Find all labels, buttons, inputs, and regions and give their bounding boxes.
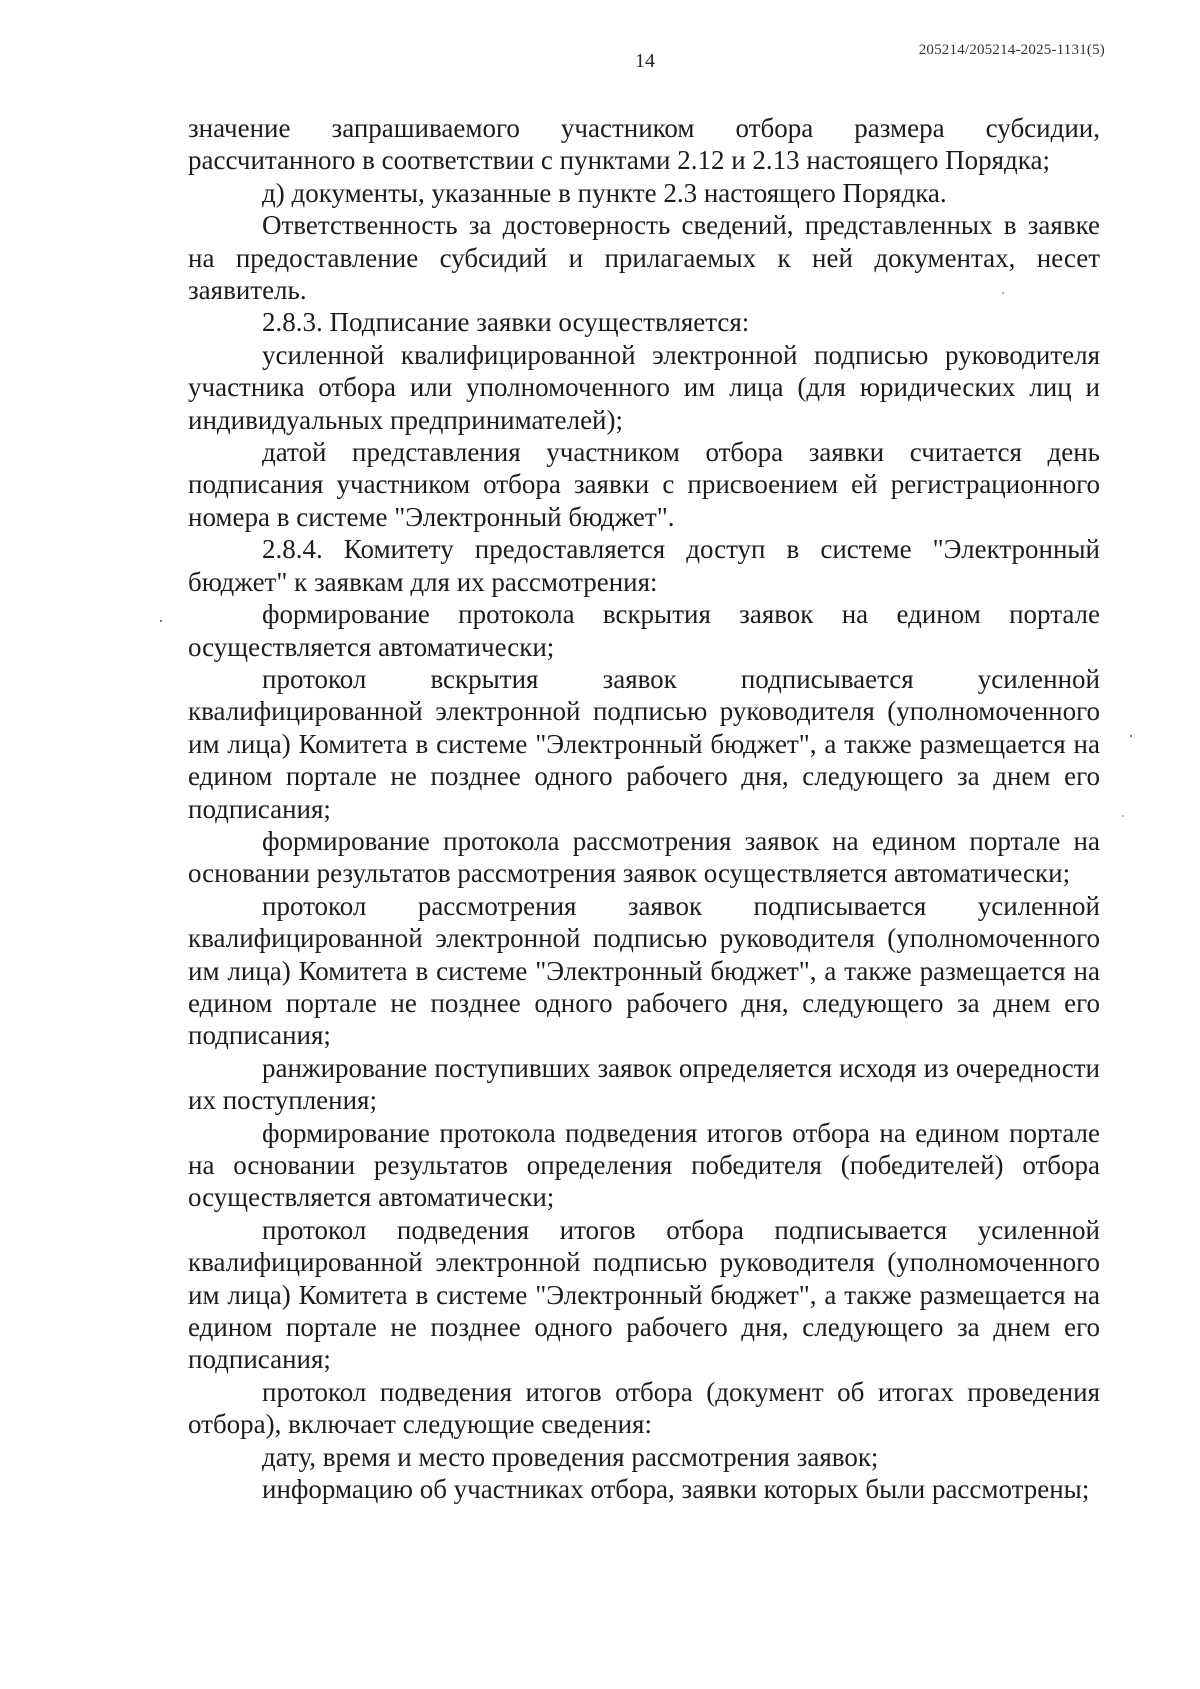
paragraph: формирование протокола подведения итогов отбора на едином портале на основании результатов определения победителя (победителей) отбора осуществляется автоматически;	[188, 1117, 1100, 1213]
paragraph: 2.8.3. Подписание заявки осуществляется:	[262, 307, 750, 338]
paragraph: дату, время и место проведения рассмотрения заявок;	[262, 1441, 879, 1472]
scan-speck	[1002, 292, 1004, 294]
paragraph: д) документы, указанные в пункте 2.3 настоящего Порядка.	[262, 177, 947, 208]
paragraph: формирование протокола рассмотрения заявок на едином портале на основании результатов рассмотрения заявок осуществляется автоматически;	[188, 825, 1100, 889]
paragraph: 2.8.4. Комитету предоставляется доступ в системе "Электронный бюджет" к заявкам для их рассмотрения:	[188, 534, 1100, 597]
paragraph: протокол вскрытия заявок подписывается усиленной квалифицированной электронной подписью руководителя (уполномоченного им лица) Комитета в системе "Электронный бюджет", а также размещается на едином портале не позднее одного рабочего дня, следующего за днем его подписания;	[188, 663, 1100, 824]
paragraph: протокол подведения итогов отбора (документ об итогах проведения отбора), включает следующие сведения:	[188, 1376, 1100, 1440]
document-id: 205214/205214-2025-1131(5)	[918, 42, 1105, 58]
scan-speck	[160, 620, 162, 622]
scan-speck	[1122, 815, 1124, 817]
page-number: 14	[635, 50, 655, 72]
paragraph: датой представления участником отбора заявки считается день подписания участником отбора заявки с присвоением ей регистрационного номера в системе "Электронный бюджет".	[188, 437, 1100, 532]
scan-speck	[1130, 735, 1132, 737]
paragraph: ранжирование поступивших заявок определяется исходя из очередности их поступления;	[188, 1052, 1100, 1116]
paragraph: формирование протокола вскрытия заявок на едином портале осуществляется автоматически;	[188, 599, 1100, 662]
paragraph: протокол рассмотрения заявок подписывается усиленной квалифицированной электронной подписью руководителя (уполномоченного им лица) Комитета в системе "Электронный бюджет", а также размещается на едином портале не позднее одного рабочего дня, следующего за днем его подписания;	[188, 890, 1100, 1051]
paragraph: информацию об участниках отбора, заявки которых были рассмотрены;	[262, 1474, 1090, 1505]
paragraph: усиленной квалифицированной электронной подписью руководителя участника отбора или уполномоченного им лица (для юридических лиц и индивидуальных предпринимателей);	[188, 339, 1100, 435]
document-body	[188, 112, 1100, 1505]
paragraph: Ответственность за достоверность сведений, представленных в заявке на предоставление субсидий и прилагаемых к ней документах, несет заявитель.	[188, 210, 1100, 306]
paragraph: протокол подведения итогов отбора подписывается усиленной квалифицированной электронной подписью руководителя (уполномоченного им лица) Комитета в системе "Электронный бюджет", а также размещается на едином портале не позднее одного рабочего дня, следующего за днем его подписания;	[188, 1214, 1100, 1375]
paragraph: значение запрашиваемого участником отбора размера субсидии, рассчитанного в соответствии с пунктами 2.12 и 2.13 настоящего Порядка;	[188, 113, 1100, 176]
